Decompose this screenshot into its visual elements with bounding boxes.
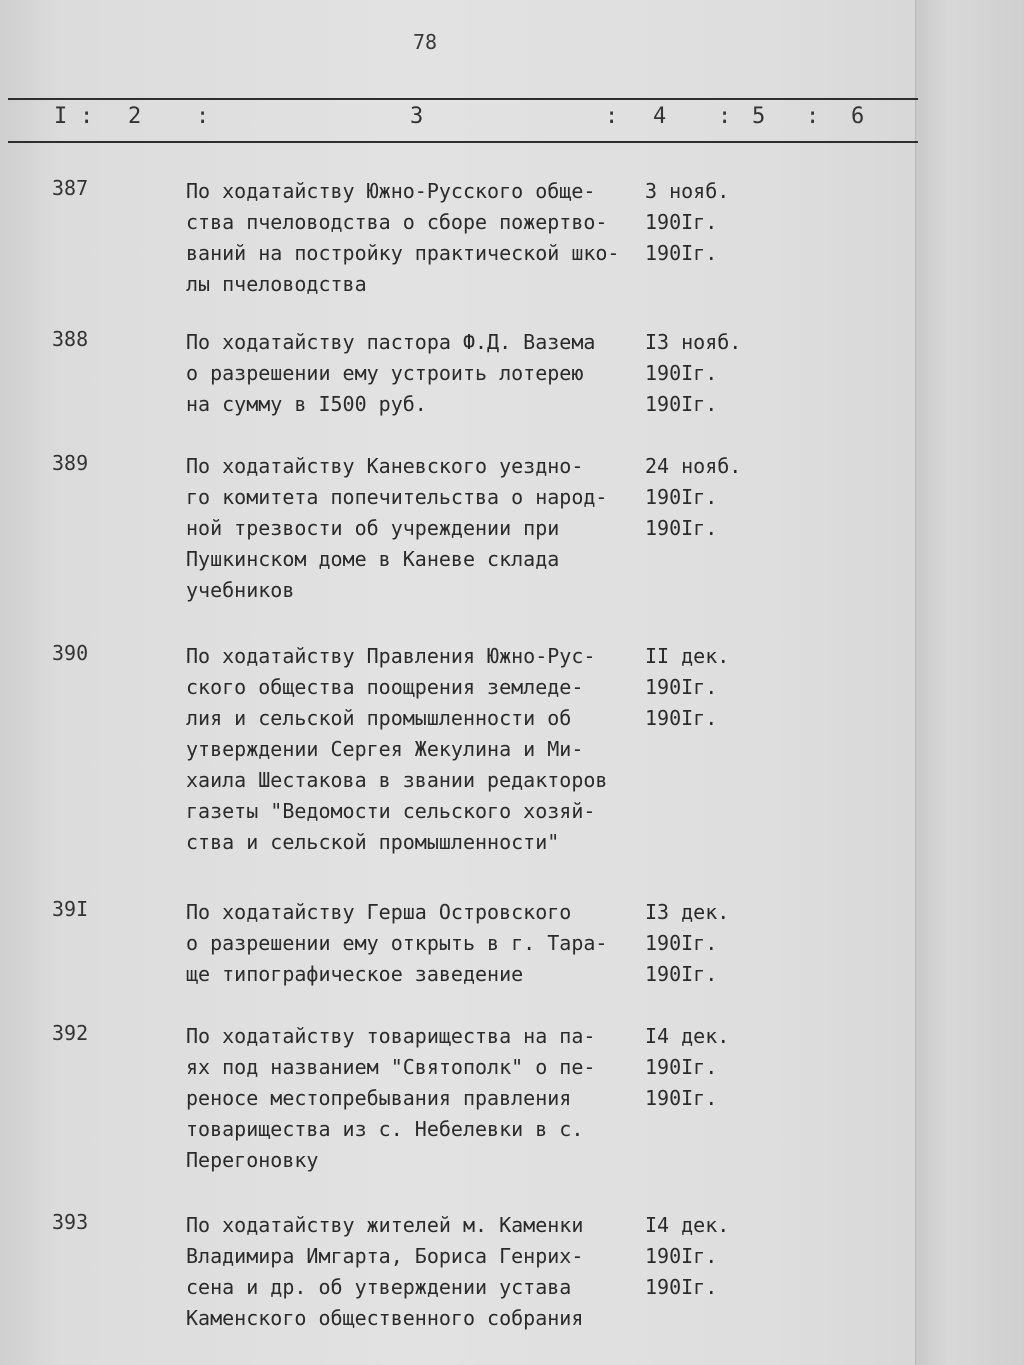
entry-year: 190Iг. (645, 931, 718, 955)
entry-description-line: По ходатайству жителей м. Каменки (186, 1213, 584, 1237)
entry-dates (645, 641, 785, 734)
entry-start-date: I4 дек. (645, 1024, 730, 1048)
entry-description-line: ще типографическое заведение (186, 962, 524, 986)
entry-description-line: лия и сельской промышленности об (186, 706, 572, 730)
entry-year: 190Iг. (645, 962, 718, 986)
entry-description-line: Владимира Имгарта, Бориса Генрих- (186, 1244, 584, 1268)
entry-number: 39I (52, 897, 89, 921)
entry-year: 190Iг. (645, 485, 718, 509)
entry-dates (645, 327, 785, 420)
column-separator: : (605, 104, 619, 129)
entry-description-line: лы пчеловодства (186, 272, 367, 296)
column-header-3: 3 (410, 104, 424, 129)
entry-start-date: I3 дек. (645, 900, 730, 924)
entry-year: 190Iг. (645, 392, 718, 416)
entry-description-line: о разрешении ему устроить лотерею (186, 361, 584, 385)
entry-description-line: По ходатайству товарищества на па- (186, 1024, 596, 1048)
entry-description-line: ной трезвости об учреждении при (186, 516, 560, 540)
entry-dates (645, 897, 785, 990)
entry-start-date: 3 нояб. (645, 179, 730, 203)
entry-year: 190Iг. (645, 1086, 718, 1110)
column-header-6: 6 (851, 104, 865, 129)
entry-description-line: По ходатайству Герша Островского (186, 900, 572, 924)
entry-description-line: сена и др. об утверждении устава (186, 1275, 572, 1299)
column-header-5: 5 (752, 104, 766, 129)
entry-description-line: Каменского общественного собрания (186, 1306, 584, 1330)
entry-start-date: II дек. (645, 644, 730, 668)
entry-description-line: Пушкинском доме в Каневе склада (186, 547, 560, 571)
entry-year: 190Iг. (645, 241, 718, 265)
column-separator: : (806, 104, 820, 129)
entry-description (186, 1021, 656, 1176)
entry-description-line: По ходатайству Каневского уездно- (186, 454, 584, 478)
entry-number: 393 (52, 1210, 89, 1234)
entry-year: 190Iг. (645, 516, 718, 540)
entry-description-line: на сумму в I500 руб. (186, 392, 427, 416)
entry-year: 190Iг. (645, 1055, 718, 1079)
entry-year: 190Iг. (645, 210, 718, 234)
entry-description-line: По ходатайству Южно-Русского обще- (186, 179, 596, 203)
column-separator: : (196, 104, 210, 129)
entry-description (186, 897, 656, 990)
entry-start-date: I3 нояб. (645, 330, 742, 354)
entry-description-line: хаила Шестакова в звании редакторов (186, 768, 608, 792)
entry-number: 390 (52, 641, 89, 665)
column-header-1: I (54, 104, 68, 129)
entry-description-line: учебников (186, 578, 295, 602)
entry-number: 392 (52, 1021, 89, 1045)
column-header-4: 4 (653, 104, 667, 129)
entry-description (186, 327, 656, 420)
entry-description-line: реносе местопребывания правления (186, 1086, 572, 1110)
header-rule-bottom (8, 141, 918, 143)
entry-year: 190Iг. (645, 361, 718, 385)
entry-description (186, 641, 656, 858)
page-number: 78 (412, 30, 438, 54)
entry-dates (645, 176, 785, 269)
entry-description-line: утверждении Сергея Жекулина и Ми- (186, 737, 584, 761)
entry-description-line: ства и сельской промышленности" (186, 830, 560, 854)
entry-description-line: ского общества поощрения земледе- (186, 675, 584, 699)
entry-description (186, 1210, 656, 1334)
entry-dates (645, 451, 785, 544)
entry-dates (645, 1210, 785, 1303)
entry-description (186, 451, 656, 606)
entry-year: 190Iг. (645, 1244, 718, 1268)
entry-description-line: ства пчеловодства о сборе пожертво- (186, 210, 608, 234)
column-separator: : (80, 104, 94, 129)
entry-description-line: о разрешении ему открыть в г. Тара- (186, 931, 608, 955)
entry-number: 389 (52, 451, 89, 475)
entry-description-line: ваний на постройку практической шко- (186, 241, 620, 265)
entry-description-line: го комитета попечительства о народ- (186, 485, 608, 509)
entry-start-date: 24 нояб. (645, 454, 742, 478)
entry-number: 388 (52, 327, 89, 351)
entry-year: 190Iг. (645, 675, 718, 699)
column-header-2: 2 (128, 104, 142, 129)
entry-number: 387 (52, 176, 89, 200)
entry-description-line: По ходатайству пастора Ф.Д. Вазема (186, 330, 596, 354)
entry-year: 190Iг. (645, 706, 718, 730)
header-rule-top (8, 98, 918, 100)
entry-description-line: По ходатайству Правления Южно-Рус- (186, 644, 596, 668)
column-separator: : (718, 104, 732, 129)
entry-dates (645, 1021, 785, 1114)
entry-description-line: товарищества из с. Небелевки в с. (186, 1117, 584, 1141)
entry-year: 190Iг. (645, 1275, 718, 1299)
entry-description (186, 176, 656, 300)
entry-description-line: Перегоновку (186, 1148, 319, 1172)
underlying-sheet (915, 0, 1024, 1365)
entry-description-line: ях под названием "Святополк" о пе- (186, 1055, 596, 1079)
entry-start-date: I4 дек. (645, 1213, 730, 1237)
entry-description-line: газеты "Ведомости сельского хозяй- (186, 799, 596, 823)
